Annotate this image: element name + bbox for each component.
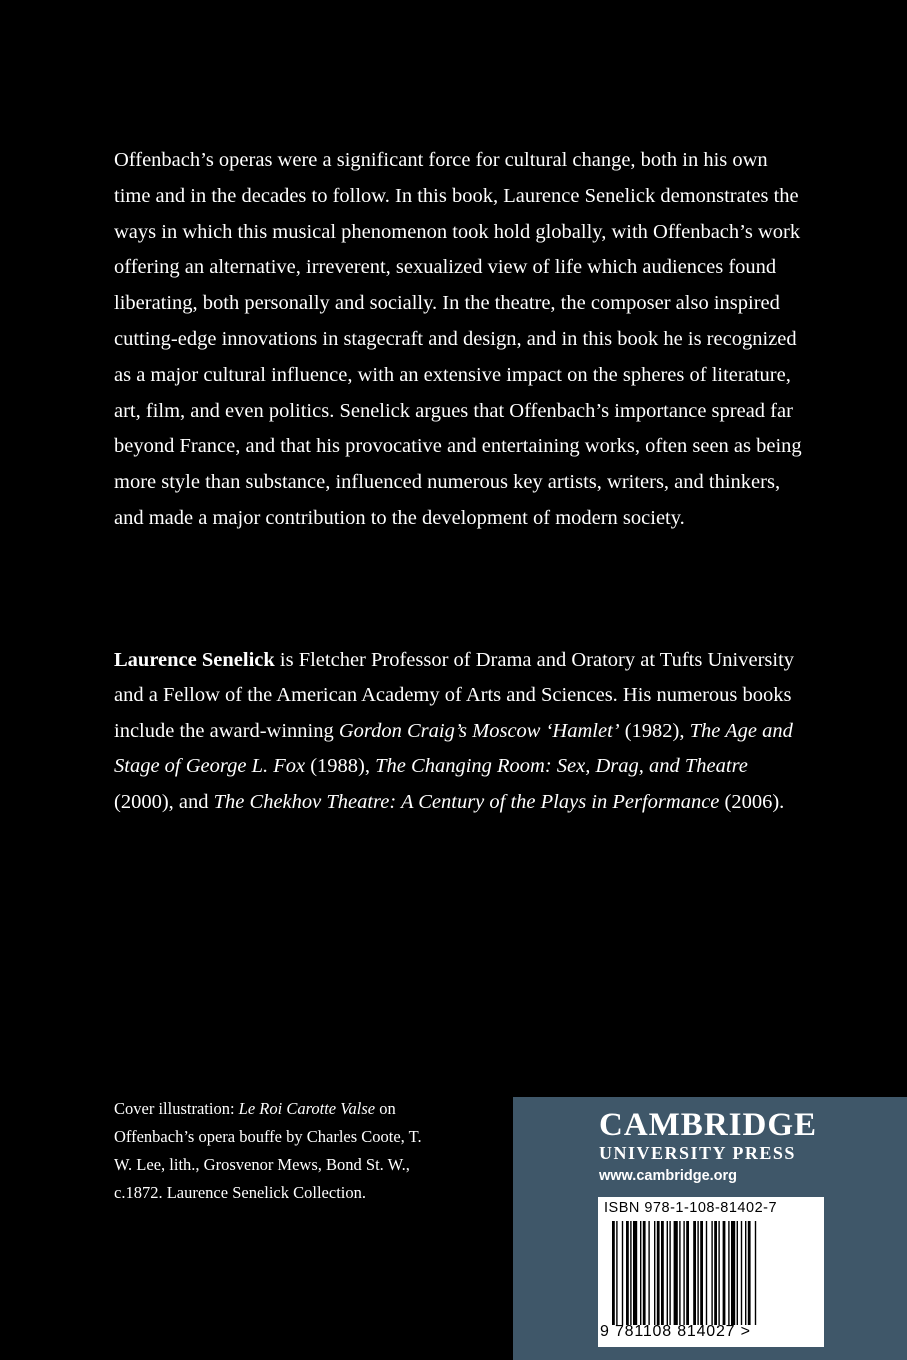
barcode-bar bbox=[706, 1221, 707, 1325]
barcode-bar bbox=[616, 1221, 617, 1325]
credit-illustration-title: Le Roi Carotte Valse bbox=[238, 1099, 376, 1118]
credit-prefix: Cover illustration: bbox=[114, 1099, 239, 1118]
barcode-bar bbox=[643, 1221, 646, 1325]
barcode-bar bbox=[748, 1221, 751, 1325]
barcode-bar bbox=[741, 1221, 742, 1325]
bio-text-4: (2000), and bbox=[114, 790, 214, 813]
barcode-bar bbox=[657, 1221, 660, 1325]
barcode-bar bbox=[622, 1221, 623, 1325]
cover-credit bbox=[114, 1095, 424, 1207]
barcode-bar bbox=[661, 1221, 664, 1325]
barcode-bar bbox=[728, 1221, 729, 1325]
barcode-bar bbox=[755, 1221, 756, 1325]
publisher-url: www.cambridge.org bbox=[599, 1168, 738, 1184]
bio-text-5: (2006). bbox=[719, 790, 785, 813]
barcode-bar bbox=[679, 1221, 680, 1325]
barcode-bar bbox=[633, 1221, 637, 1325]
author-name: Laurence Senelick bbox=[114, 649, 275, 671]
barcode-bar bbox=[667, 1221, 668, 1325]
barcode-bar bbox=[612, 1221, 615, 1325]
author-bio bbox=[114, 643, 804, 820]
barcode-bar bbox=[674, 1221, 678, 1325]
barcode-bar bbox=[718, 1221, 719, 1325]
barcode-bar bbox=[654, 1221, 655, 1325]
bio-text-1: is Fletcher Professor of Drama and Oratory at Tufts University and a Fellow of the American Academy of Arts and Sciences. His numerous books include the award-winning bbox=[114, 649, 795, 742]
barcode-bar bbox=[693, 1221, 696, 1325]
barcode-bar bbox=[723, 1221, 726, 1325]
barcode-bar bbox=[697, 1221, 698, 1325]
publisher-name: CAMBRIDGE bbox=[599, 1107, 818, 1143]
barcode bbox=[598, 1197, 824, 1347]
barcode-bar bbox=[745, 1221, 746, 1325]
barcode-bar bbox=[731, 1221, 735, 1325]
barcode-bar bbox=[683, 1221, 684, 1325]
barcode-bars bbox=[612, 1221, 812, 1325]
bio-text-3: (1988), bbox=[305, 755, 376, 778]
book-title-2: The Age and Stage of George L. Fox bbox=[114, 719, 793, 778]
bio-text-2: (1982), bbox=[619, 719, 690, 742]
book-description: Offenbach’s operas were a significant force for cultural change, both in his own time and in the decades to follow. In this book, Laurence Senelick demonstrates the ways in which this musical phenomenon took hold globally, with Offenbach’s work offering an alternative, irreverent, sexualized view of life which audiences found liberating, both personally and socially. In the theatre, the composer also inspired cutting-edge innovations in stagecraft and design, and in this book he is recognized as a major cultural influence, with an extensive impact on the spheres of literature, art, film, and even politics. Senelick argues that Offenbach’s importance spread far beyond France, and that his provocative and entertaining works, often seen as being more style than substance, influenced numerous key artists, writers, and thinkers, and made a major contribution to the development of modern society. bbox=[114, 149, 802, 529]
isbn-label: ISBN 978-1-108-81402-7 bbox=[604, 1200, 778, 1216]
barcode-bar bbox=[714, 1221, 717, 1325]
barcode-digits: 9 781108 814027 > bbox=[600, 1323, 751, 1340]
book-title-1: Gordon Craig’s Moscow ‘Hamlet’ bbox=[338, 719, 620, 742]
barcode-bar bbox=[640, 1221, 641, 1325]
barcode-bar bbox=[711, 1221, 712, 1325]
barcode-bar bbox=[737, 1221, 738, 1325]
credit-rest: on Offenbach’s opera bouffe by Charles Coote, T. W. Lee, lith., Grosvenor Mews, Bond St. W., c.1872. Laurence Senelick Collection. bbox=[114, 1099, 422, 1202]
barcode-bar bbox=[686, 1221, 689, 1325]
barcode-bar bbox=[626, 1221, 629, 1325]
book-title-3: The Changing Room: Sex, Drag, and Theatre bbox=[375, 755, 748, 778]
publisher-panel bbox=[513, 1097, 907, 1360]
barcode-bar bbox=[648, 1221, 649, 1325]
barcode-bar bbox=[630, 1221, 631, 1325]
publisher-subtitle: UNIVERSITY PRESS bbox=[599, 1143, 796, 1163]
book-title-4: The Chekhov Theatre: A Century of the Plays in Performance bbox=[213, 790, 720, 813]
barcode-bar bbox=[669, 1221, 670, 1325]
barcode-bar bbox=[700, 1221, 703, 1325]
